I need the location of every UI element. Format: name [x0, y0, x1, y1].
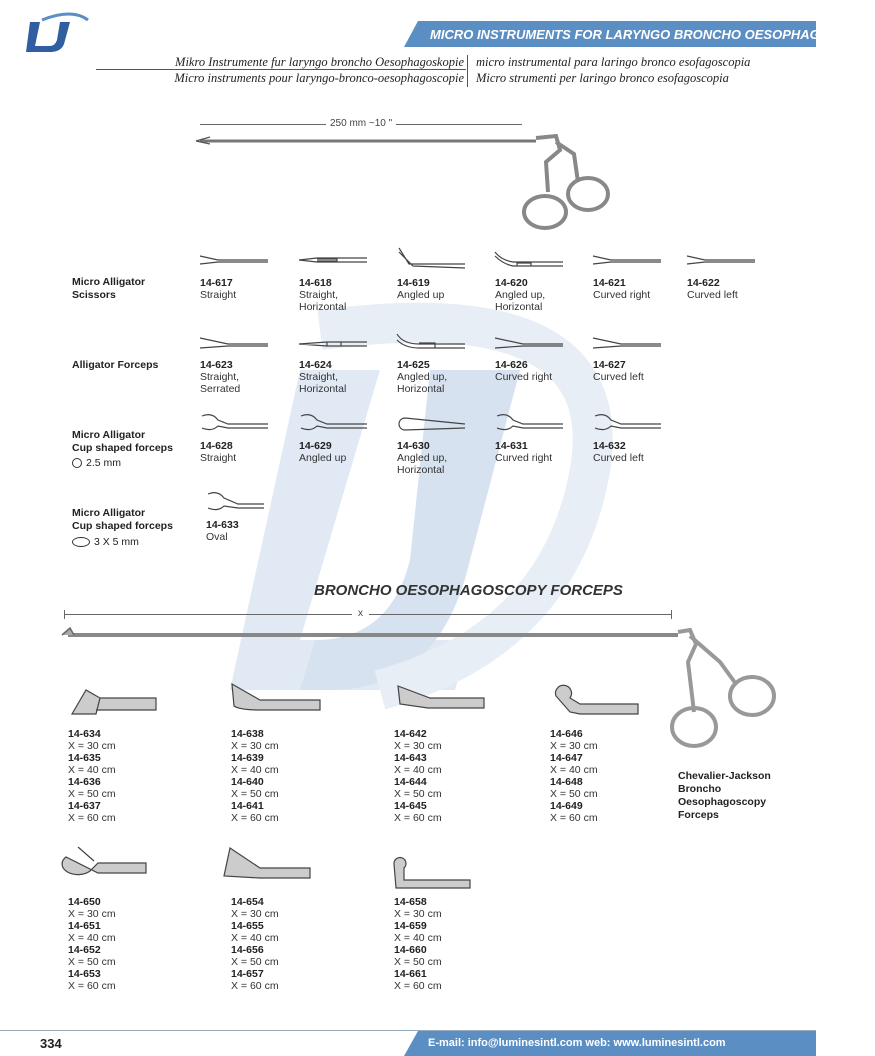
product-item — [299, 359, 346, 395]
product-description: Horizontal — [495, 301, 543, 313]
product-length: X = 60 cm — [550, 812, 598, 824]
instrument-tip-drawing — [395, 410, 467, 434]
product-item — [200, 359, 240, 395]
product-code: 14-626 — [495, 359, 528, 371]
header-separator — [467, 55, 468, 87]
product-code: 14-646 — [550, 728, 583, 740]
forceps-jaw-drawing — [394, 680, 494, 724]
forceps-jaw-drawing — [550, 684, 650, 728]
instrument-tip-drawing — [493, 410, 565, 434]
product-item — [397, 277, 444, 301]
product-item — [206, 519, 239, 543]
product-length: X = 60 cm — [394, 812, 442, 824]
product-code: 14-627 — [593, 359, 626, 371]
product-code: 14-620 — [495, 277, 528, 289]
product-code: 14-637 — [68, 800, 101, 812]
product-code: 14-622 — [687, 277, 720, 289]
product-code: 14-639 — [231, 752, 264, 764]
product-code: 14-645 — [394, 800, 427, 812]
product-length: X = 60 cm — [394, 980, 442, 992]
product-code: 14-632 — [593, 440, 626, 452]
instrument-tip-drawing — [395, 330, 467, 354]
svg-text:LJ: LJ — [22, 12, 24, 13]
product-description: Oval — [206, 531, 228, 543]
forceps-group — [231, 896, 279, 992]
product-description: Curved right — [495, 371, 553, 383]
product-item — [593, 440, 644, 464]
product-code: 14-631 — [495, 440, 528, 452]
product-item — [397, 359, 447, 395]
product-code: 14-635 — [68, 752, 101, 764]
instrument-tip-drawing — [591, 410, 663, 434]
forceps-group — [394, 728, 442, 824]
product-length: X = 30 cm — [394, 740, 442, 752]
circle-icon — [72, 458, 82, 468]
forceps-jaw-drawing — [58, 843, 158, 887]
product-description: Angled up — [397, 289, 445, 301]
product-item — [200, 440, 236, 464]
product-code: 14-661 — [394, 968, 427, 980]
header-title: MICRO INSTRUMENTS FOR LARYNGO BRONCHO OESOPHAGOSCOPY — [430, 27, 875, 42]
product-length: X = 30 cm — [68, 740, 116, 752]
product-length: X = 60 cm — [68, 812, 116, 824]
product-code: 14-630 — [397, 440, 430, 452]
product-code: 14-651 — [68, 920, 101, 932]
product-item — [495, 359, 552, 383]
instrument-tip-drawing — [198, 330, 270, 354]
product-description: Angled up — [299, 452, 347, 464]
product-code: 14-638 — [231, 728, 264, 740]
product-code: 14-617 — [200, 277, 233, 289]
product-description: Angled up, — [397, 452, 448, 464]
subtitle-spanish: micro instrumental para laringo bronco esofagoscopia — [476, 55, 751, 69]
product-description: Straight, — [299, 289, 339, 301]
product-length: X = 50 cm — [394, 788, 442, 800]
product-length: X = 60 cm — [68, 980, 116, 992]
product-item — [299, 277, 346, 313]
instrument-tip-drawing — [685, 246, 757, 270]
product-length: X = 50 cm — [394, 956, 442, 968]
forceps-group — [231, 728, 279, 824]
product-description: Curved right — [495, 452, 553, 464]
product-length: X = 30 cm — [550, 740, 598, 752]
instrument-tip-drawing — [591, 330, 663, 354]
product-code: 14-623 — [200, 359, 233, 371]
forceps-jaw-drawing — [230, 680, 330, 724]
product-length: X = 30 cm — [68, 908, 116, 920]
product-length: X = 30 cm — [394, 908, 442, 920]
product-item — [495, 277, 545, 313]
product-description: Serrated — [200, 383, 241, 395]
product-code: 14-629 — [299, 440, 332, 452]
product-length: X = 60 cm — [231, 980, 279, 992]
category-micro-alligator-scissors: Micro Alligator Scissors — [72, 276, 146, 301]
product-description: Straight — [200, 289, 237, 301]
product-description: Straight, — [299, 371, 339, 383]
product-description: Angled up, — [495, 289, 546, 301]
product-code: 14-625 — [397, 359, 430, 371]
product-code: 14-648 — [550, 776, 583, 788]
instrument-tip-drawing — [493, 246, 565, 270]
brand-logo — [22, 12, 92, 56]
product-length: X = 50 cm — [68, 788, 116, 800]
product-code: 14-621 — [593, 277, 626, 289]
product-length: X = 50 cm — [68, 956, 116, 968]
product-code: 14-659 — [394, 920, 427, 932]
product-code: 14-640 — [231, 776, 264, 788]
forceps-group — [68, 896, 116, 992]
product-description: Curved left — [593, 452, 644, 464]
product-length: X = 30 cm — [231, 908, 279, 920]
instrument-tip-drawing — [591, 246, 663, 270]
forceps-jaw-drawing — [220, 846, 320, 890]
product-code: 14-624 — [299, 359, 332, 371]
subtitle-italian: Micro strumenti per laringo bronco esofagoscopia — [476, 71, 729, 85]
product-code: 14-633 — [206, 519, 239, 531]
dimension-tick-left — [64, 610, 65, 619]
product-description: Angled up, — [397, 371, 448, 383]
product-code: 14-652 — [68, 944, 101, 956]
product-description: Horizontal — [299, 383, 347, 395]
forceps-jaw-drawing — [66, 684, 166, 728]
category-cup-forceps-round: Micro Alligator Cup shaped forceps 2.5 mm — [72, 429, 173, 469]
product-code: 14-641 — [231, 800, 264, 812]
product-length: X = 40 cm — [68, 932, 116, 944]
forceps-jaw-drawing — [384, 856, 484, 900]
product-code: 14-643 — [394, 752, 427, 764]
product-description: Straight — [200, 452, 237, 464]
forceps-group — [550, 728, 598, 824]
instrument-tip-drawing — [395, 246, 467, 270]
product-length: X = 60 cm — [231, 812, 279, 824]
forceps-group — [68, 728, 116, 824]
product-length: X = 40 cm — [550, 764, 598, 776]
instrument-name: Chevalier-Jackson Broncho Oesophagoscopy Forceps — [678, 770, 771, 821]
product-code: 14-655 — [231, 920, 264, 932]
product-item — [200, 277, 236, 301]
instrument-tip-drawing — [297, 246, 369, 270]
product-item — [687, 277, 738, 301]
product-length: X = 30 cm — [231, 740, 279, 752]
product-description: Curved right — [593, 289, 651, 301]
product-description: Curved left — [593, 371, 644, 383]
product-length: X = 40 cm — [231, 932, 279, 944]
product-item — [299, 440, 346, 464]
product-code: 14-650 — [68, 896, 101, 908]
product-code: 14-657 — [231, 968, 264, 980]
product-code: 14-628 — [200, 440, 233, 452]
product-code: 14-658 — [394, 896, 427, 908]
product-code: 14-654 — [231, 896, 264, 908]
product-code: 14-618 — [299, 277, 332, 289]
product-item — [593, 277, 650, 301]
product-code: 14-619 — [397, 277, 430, 289]
instrument-tip-drawing — [204, 490, 276, 514]
subtitle-german: Mikro Instrumente fur laryngo broncho Oesophagoskopie — [175, 55, 464, 69]
dimension-label-top: 250 mm ~10 " — [326, 118, 396, 129]
product-code: 14-649 — [550, 800, 583, 812]
product-item — [593, 359, 644, 383]
instrument-tip-drawing — [198, 410, 270, 434]
product-code: 14-656 — [231, 944, 264, 956]
category-alligator-forceps: Alligator Forceps — [72, 359, 159, 371]
footer-contact: E-mail: info@luminesintl.com web: www.luminesintl.com — [428, 1037, 726, 1049]
instrument-tip-drawing — [198, 246, 270, 270]
product-description: Horizontal — [299, 301, 347, 313]
category-cup-forceps-oval: Micro Alligator Cup shaped forceps 3 X 5 mm — [72, 507, 173, 548]
oval-icon — [72, 537, 90, 547]
product-item — [397, 440, 447, 476]
forceps-group — [394, 896, 442, 992]
product-description: Curved left — [687, 289, 738, 301]
product-length: X = 50 cm — [231, 956, 279, 968]
instrument-tip-drawing — [297, 330, 369, 354]
section-title-broncho: BRONCHO OESOPHAGOSCOPY FORCEPS — [314, 582, 623, 599]
instrument-tip-drawing — [297, 410, 369, 434]
subtitle-french: Micro instruments pour laryngo-bronco-oesophagoscopie — [174, 71, 464, 85]
page-number: 334 — [40, 1036, 62, 1051]
product-item — [495, 440, 552, 464]
product-code: 14-636 — [68, 776, 101, 788]
product-length: X = 50 cm — [231, 788, 279, 800]
dimension-label-x: x — [352, 608, 369, 619]
product-description: Straight, — [200, 371, 240, 383]
product-length: X = 40 cm — [394, 932, 442, 944]
product-description: Horizontal — [397, 383, 445, 395]
product-length: X = 50 cm — [550, 788, 598, 800]
product-description: Horizontal — [397, 464, 445, 476]
product-code: 14-653 — [68, 968, 101, 980]
product-length: X = 40 cm — [231, 764, 279, 776]
product-code: 14-634 — [68, 728, 101, 740]
instrument-tip-drawing — [493, 330, 565, 354]
product-code: 14-642 — [394, 728, 427, 740]
product-length: X = 40 cm — [68, 764, 116, 776]
micro-forceps-illustration — [196, 132, 616, 232]
product-code: 14-660 — [394, 944, 427, 956]
product-code: 14-644 — [394, 776, 427, 788]
product-code: 14-647 — [550, 752, 583, 764]
product-length: X = 40 cm — [394, 764, 442, 776]
dimension-tick-right — [671, 610, 672, 619]
